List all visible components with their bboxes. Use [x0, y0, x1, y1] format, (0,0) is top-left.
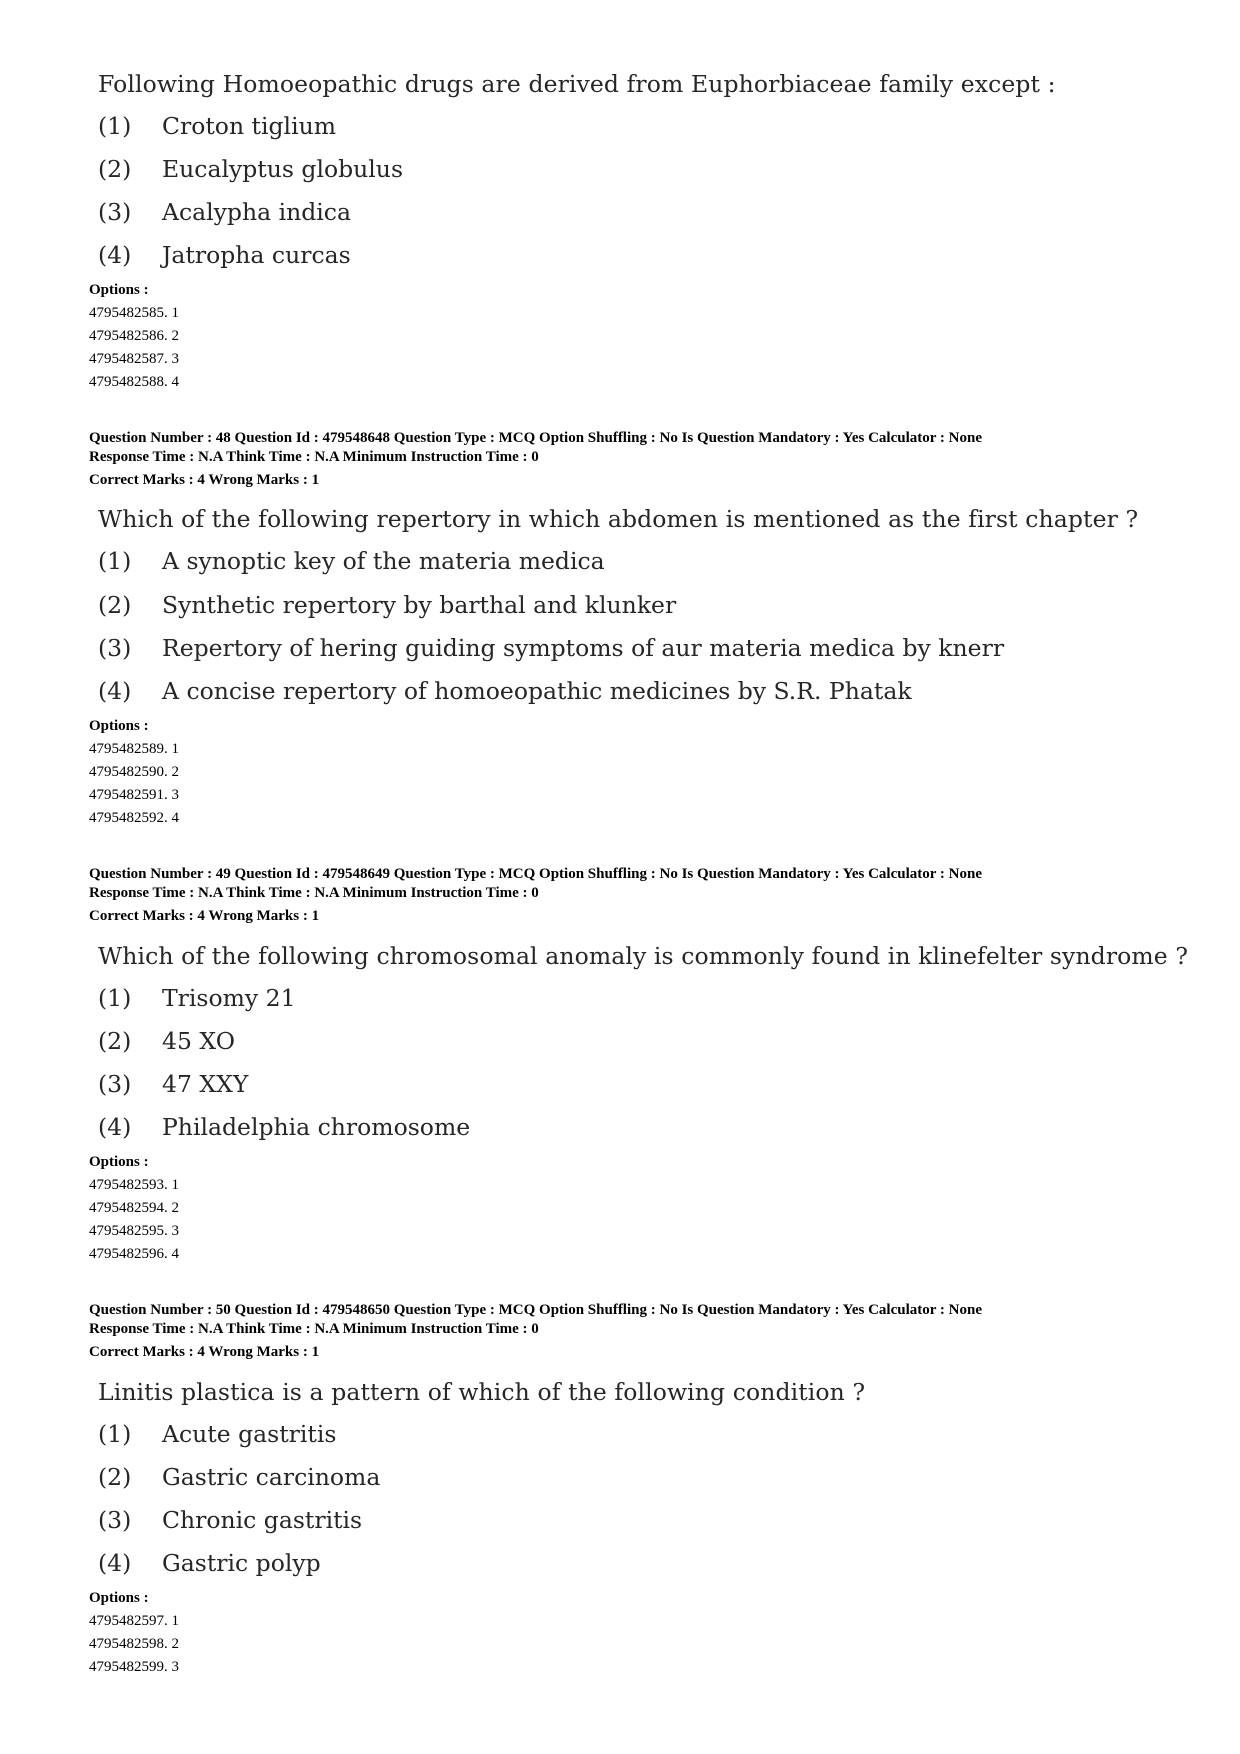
choice-text: Trisomy 21: [162, 984, 296, 1012]
choice-number: (1): [98, 112, 132, 140]
choice-text: Croton tiglium: [162, 112, 337, 140]
option-id: 4795482590. 2: [89, 764, 179, 780]
choice-number: (2): [98, 1027, 132, 1055]
option-id: 4795482591. 3: [89, 787, 179, 803]
choice-number: (1): [98, 547, 132, 575]
choice-text: Gastric polyp: [162, 1549, 321, 1577]
option-id: 4795482593. 1: [89, 1177, 179, 1193]
choice-number: (4): [98, 1113, 132, 1141]
question-text: Which of the following repertory in which abdomen is mentioned as the first chapter ?: [98, 505, 1139, 533]
choice-text: A synoptic key of the materia medica: [162, 547, 605, 575]
options-label: Options :: [89, 1154, 149, 1170]
choice-2: [98, 1027, 235, 1055]
choice-1: [98, 984, 296, 1012]
option-id: 4795482589. 1: [89, 741, 179, 757]
question-text: Which of the following chromosomal anomaly is commonly found in klinefelter syndrome ?: [98, 942, 1189, 970]
options-label: Options :: [89, 1590, 149, 1606]
option-id: 4795482588. 4: [89, 374, 179, 390]
option-id: 4795482598. 2: [89, 1636, 179, 1652]
question-meta-line: Response Time : N.A Think Time : N.A Minimum Instruction Time : 0: [89, 449, 539, 465]
choice-number: (4): [98, 677, 132, 705]
question-meta-line: Question Number : 48 Question Id : 479548648 Question Type : MCQ Option Shuffling : No Is Question Mandatory : Yes Calculator : None: [89, 430, 982, 446]
choice-3: [98, 198, 351, 226]
choice-number: (2): [98, 1463, 132, 1491]
question-text: Following Homoeopathic drugs are derived from Euphorbiaceae family except :: [98, 70, 1056, 98]
choice-number: (4): [98, 1549, 132, 1577]
option-id: 4795482599. 3: [89, 1659, 179, 1675]
choice-4: [98, 1113, 470, 1141]
choice-4: [98, 677, 912, 705]
choice-number: (3): [98, 634, 132, 662]
choice-3: [98, 634, 1004, 662]
choice-text: Eucalyptus globulus: [162, 155, 404, 183]
choice-1: [98, 1420, 336, 1448]
choice-4: [98, 1549, 321, 1577]
choice-number: (3): [98, 1070, 132, 1098]
question-meta-line: Question Number : 49 Question Id : 479548649 Question Type : MCQ Option Shuffling : No Is Question Mandatory : Yes Calculator : None: [89, 866, 982, 882]
option-id: 4795482596. 4: [89, 1246, 179, 1262]
choice-text: Synthetic repertory by barthal and klunker: [162, 591, 677, 619]
choice-3: [98, 1070, 248, 1098]
choice-number: (2): [98, 155, 132, 183]
choice-text: 45 XO: [162, 1027, 235, 1055]
choice-2: [98, 1463, 380, 1491]
choice-number: (1): [98, 1420, 132, 1448]
choice-3: [98, 1506, 362, 1534]
marks-line: Correct Marks : 4 Wrong Marks : 1: [89, 1344, 320, 1360]
options-label: Options :: [89, 282, 149, 298]
choice-1: [98, 547, 605, 575]
option-id: 4795482592. 4: [89, 810, 179, 826]
choice-text: Gastric carcinoma: [162, 1463, 381, 1491]
choice-text: Repertory of hering guiding symptoms of aur materia medica by knerr: [162, 634, 1005, 662]
option-id: 4795482595. 3: [89, 1223, 179, 1239]
option-id: 4795482585. 1: [89, 305, 179, 321]
choice-text: 47 XXY: [162, 1070, 249, 1098]
choice-2: [98, 155, 403, 183]
choice-number: (2): [98, 591, 132, 619]
option-id: 4795482587. 3: [89, 351, 179, 367]
choice-text: Philadelphia chromosome: [162, 1113, 471, 1141]
option-id: 4795482597. 1: [89, 1613, 179, 1629]
question-text: Linitis plastica is a pattern of which of the following condition ?: [98, 1378, 866, 1406]
question-meta-line: Response Time : N.A Think Time : N.A Minimum Instruction Time : 0: [89, 1321, 539, 1337]
choice-number: (1): [98, 984, 132, 1012]
choice-number: (3): [98, 198, 132, 226]
choice-4: [98, 241, 351, 269]
choice-text: A concise repertory of homoeopathic medicines by S.R. Phatak: [162, 677, 912, 705]
choice-text: Jatropha curcas: [162, 241, 351, 269]
question-meta-line: Question Number : 50 Question Id : 479548650 Question Type : MCQ Option Shuffling : No Is Question Mandatory : Yes Calculator : None: [89, 1302, 982, 1318]
marks-line: Correct Marks : 4 Wrong Marks : 1: [89, 908, 320, 924]
choice-text: Chronic gastritis: [162, 1506, 363, 1534]
choice-1: [98, 112, 336, 140]
question-meta-line: Response Time : N.A Think Time : N.A Minimum Instruction Time : 0: [89, 885, 539, 901]
choice-2: [98, 591, 676, 619]
option-id: 4795482594. 2: [89, 1200, 179, 1216]
option-id: 4795482586. 2: [89, 328, 179, 344]
options-label: Options :: [89, 718, 149, 734]
choice-text: Acute gastritis: [162, 1420, 337, 1448]
marks-line: Correct Marks : 4 Wrong Marks : 1: [89, 472, 320, 488]
choice-number: (4): [98, 241, 132, 269]
choice-number: (3): [98, 1506, 132, 1534]
choice-text: Acalypha indica: [162, 198, 351, 226]
